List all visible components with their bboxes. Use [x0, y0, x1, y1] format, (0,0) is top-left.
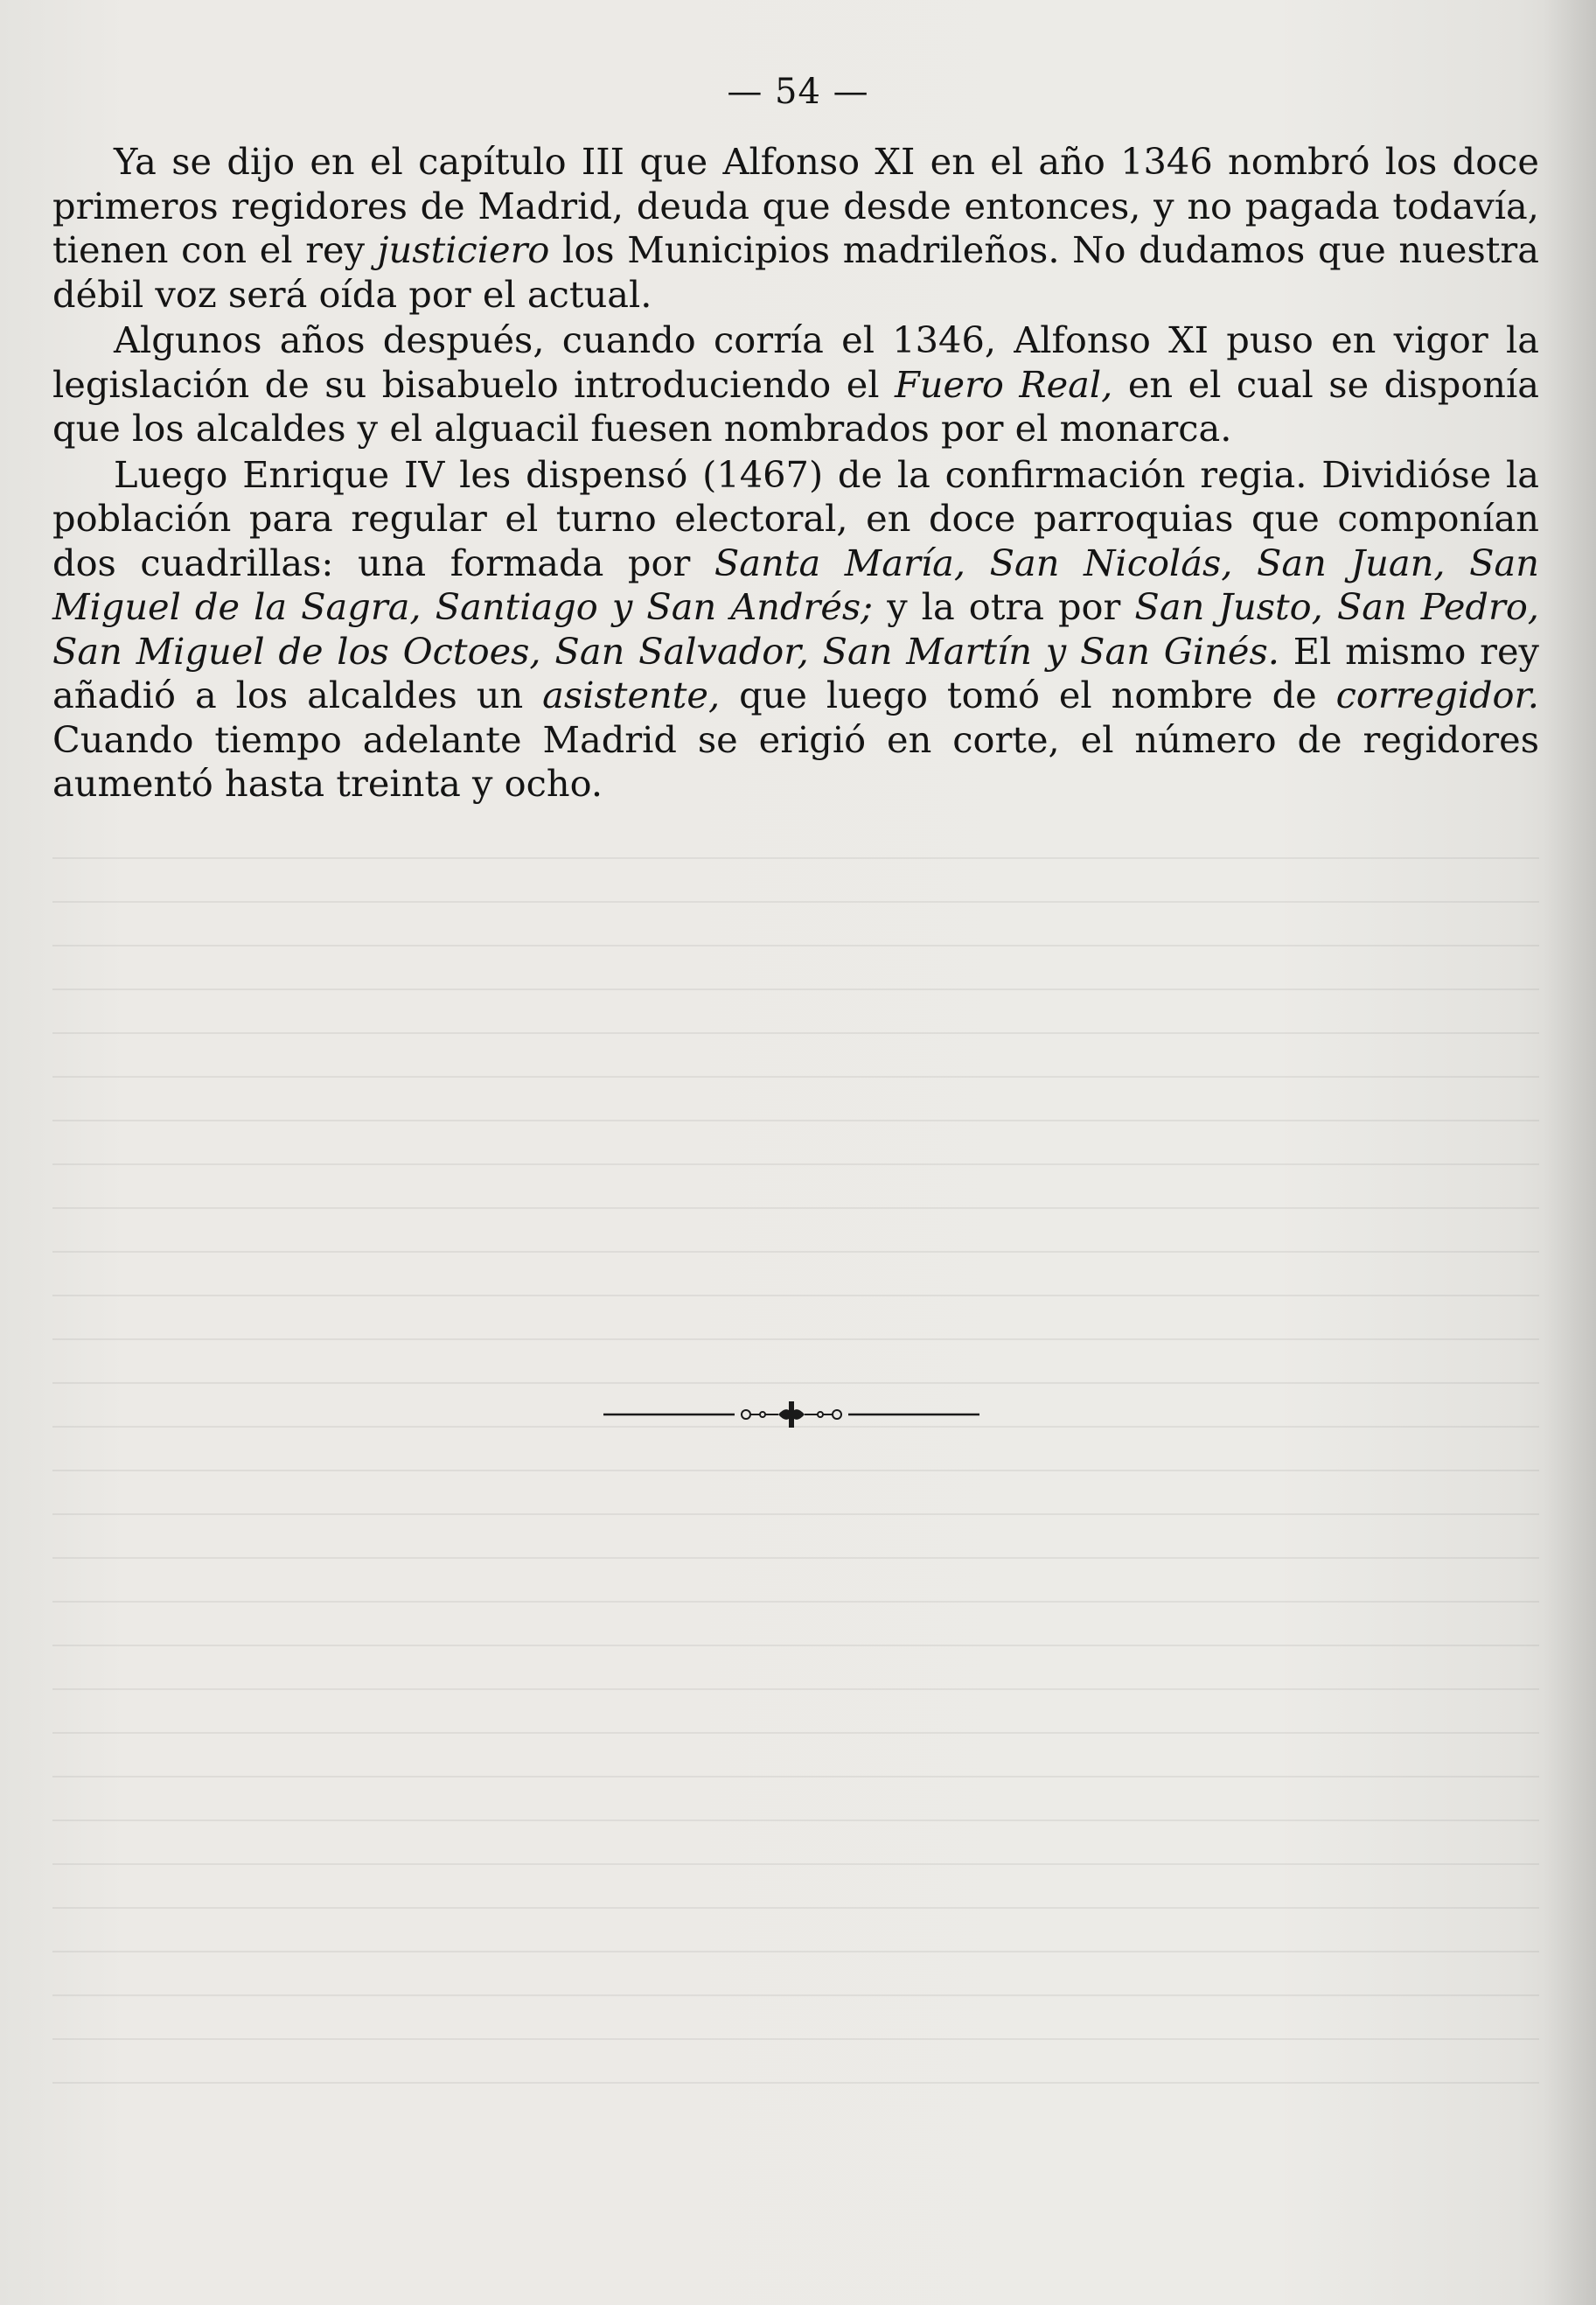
spine-shadow: [1544, 0, 1596, 2305]
paragraph-3: [52, 453, 1539, 807]
fleuron-divider-icon: [603, 1400, 979, 1429]
page-number: — 54 —: [727, 72, 869, 112]
body-text: [52, 140, 1539, 807]
paragraph-1-segment-1: Ya se dijo en el capítulo III que Alfonso XI en el año 1346 nombró los doce primeros regidores de Madrid, deuda que desde entonces, y no pagada todavía, tienen con el rey: [52, 140, 1539, 271]
paragraph-3-segment-7: que luego tomó el nombre de: [720, 674, 1336, 716]
paragraph-3-segment-4: San Justo, San Pedro, San Miguel de los Octoes, San Salvador, San Martín y San Ginés.: [52, 585, 1540, 673]
paragraph-1-segment-3: los Municipios madrileños. No dudamos que nuestra débil voz será oída por el actual.: [52, 228, 1539, 316]
paragraph-3-segment-1: Luego Enrique IV les dispensó (1467) de la confirmación regia. Dividióse la población para regular el turno electoral, en doce parroquias que componían dos cuadrillas: una formada por: [52, 452, 1539, 584]
paragraph-3-segment-6: asistente,: [542, 674, 721, 716]
paragraph-3-segment-3: y la otra por: [873, 585, 1135, 628]
bleed-through-texture: [52, 857, 1539, 2126]
paragraph-2-segment-3: en el cual se disponía que los alcaldes y el alguacil fuesen nombrados por el monarca.: [52, 362, 1540, 450]
paragraph-1-segment-2: justiciero: [377, 228, 550, 271]
paragraph-2: [52, 318, 1539, 451]
paragraph-3-segment-8: corregidor.: [1335, 674, 1539, 716]
paragraph-1: [52, 140, 1539, 317]
paragraph-3-segment-9: Cuando tiempo adelante Madrid se erigió en corte, el número de regidores aumentó hasta treinta y ocho.: [52, 717, 1539, 805]
paragraph-3-segment-5: El mismo rey añadió a los alcaldes un: [52, 629, 1539, 716]
paragraph-2-segment-1: Algunos años después, cuando corría el 1346, Alfonso XI puso en vigor la legislación de su bisabuelo introduciendo el: [52, 318, 1539, 406]
paragraph-2-segment-2: Fuero Real,: [895, 362, 1113, 406]
paragraph-3-segment-2: Santa María, San Nicolás, San Juan, San Miguel de la Sagra, Santiago y San Andrés;: [52, 541, 1539, 628]
